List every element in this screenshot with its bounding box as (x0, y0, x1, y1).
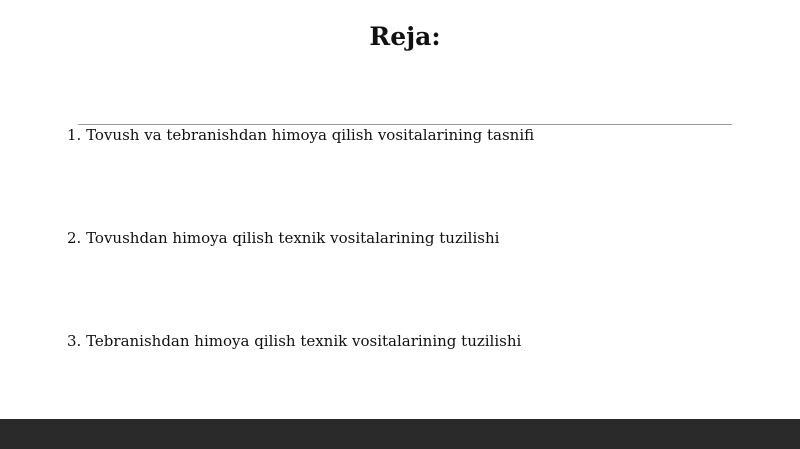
presentation-bottom-bar (0, 419, 800, 449)
slide-title: Reja: (369, 22, 441, 51)
plan-item-2: 2. Tovushdan himoya qilish texnik vositalarining tuzilishi (67, 229, 500, 247)
plan-item-1: 1. Tovush va tebranishdan himoya qilish vositalarining tasnifi (67, 126, 535, 144)
plan-item-3: 3. Tebranishdan himoya qilish texnik vositalarining tuzilishi (67, 332, 522, 350)
